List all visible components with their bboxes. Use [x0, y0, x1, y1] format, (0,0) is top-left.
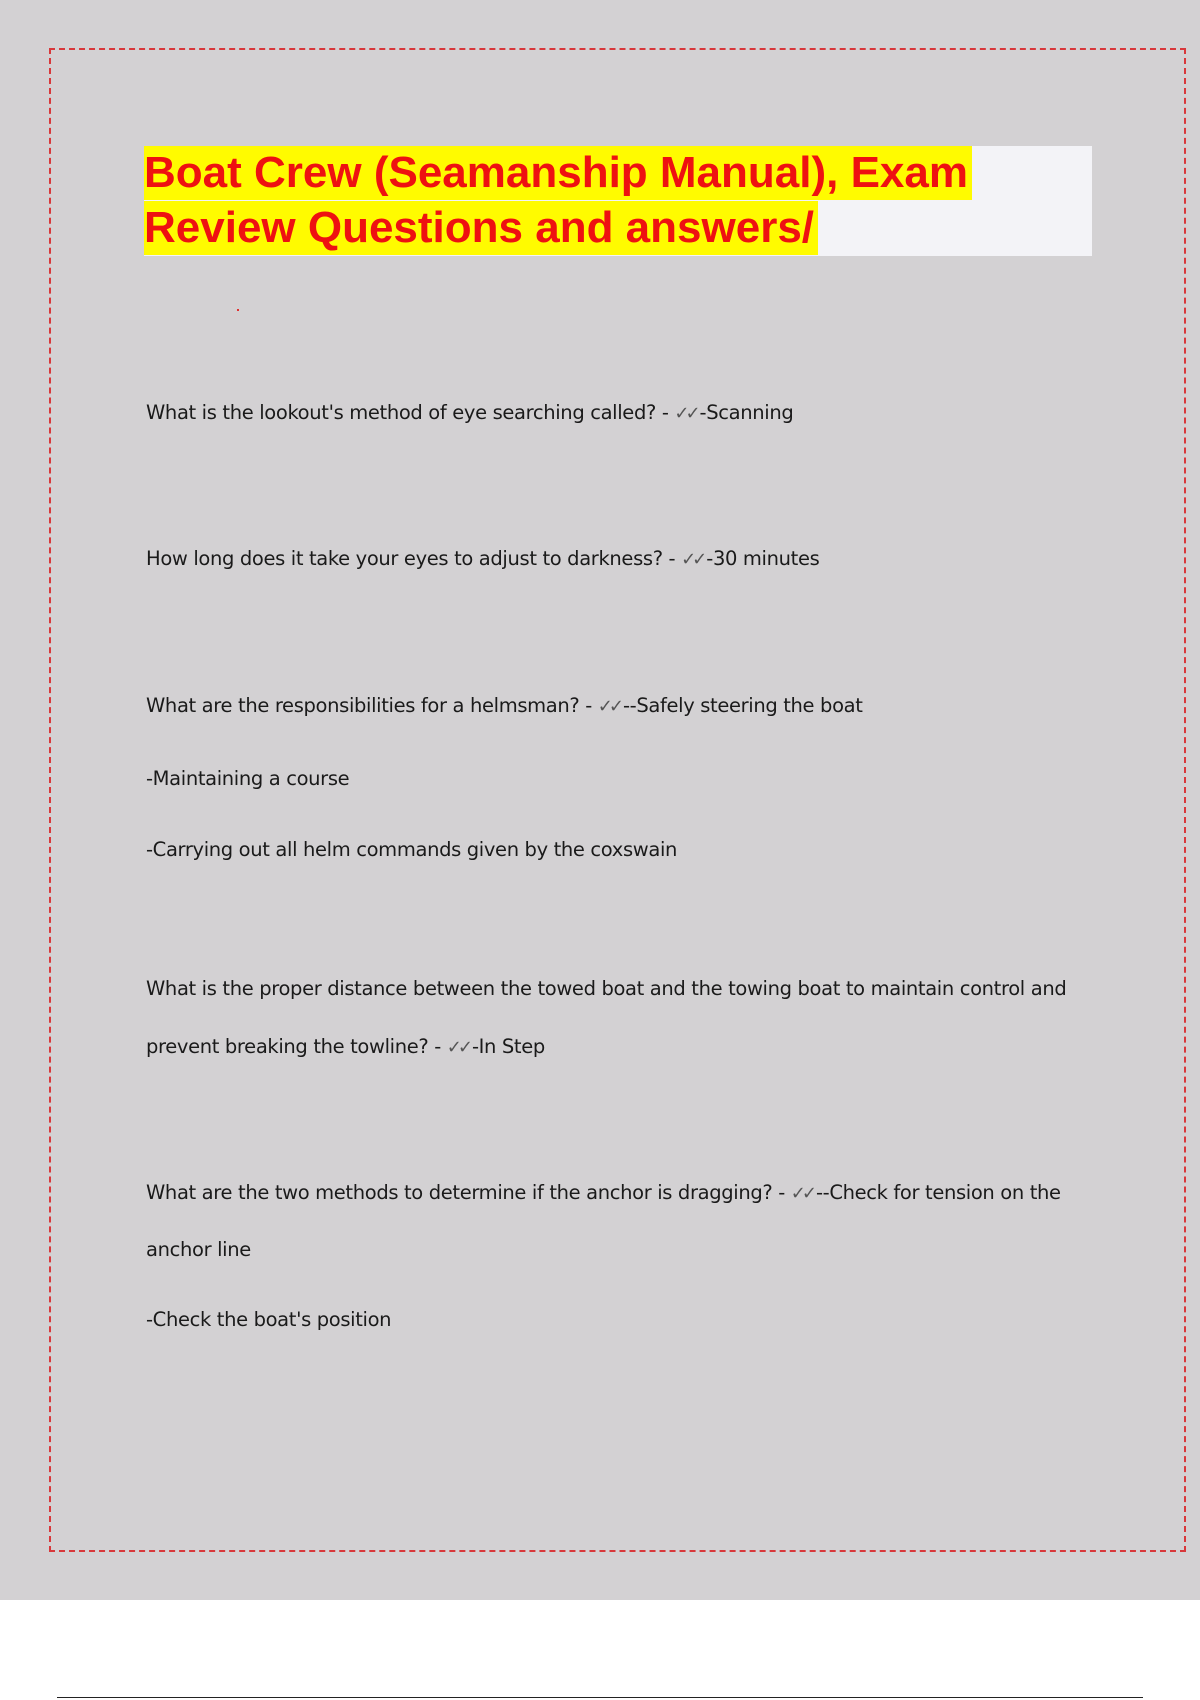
qa-question-lookout	[146, 401, 793, 424]
qa-question-darkness	[146, 547, 819, 570]
answer-continuation: anchor line	[146, 1238, 251, 1261]
question-text: What is the lookout's method of eye searching called? -	[146, 401, 669, 424]
qa-question-anchor	[146, 1181, 1061, 1204]
answer-text: -Scanning	[699, 401, 794, 424]
question-text: prevent breaking the towline? -	[146, 1035, 441, 1058]
title-block	[144, 146, 1092, 256]
answer-text: -30 minutes	[706, 547, 820, 570]
answer-continuation: -Carrying out all helm commands given by the coxswain	[146, 838, 678, 861]
red-dot-mark	[237, 309, 239, 311]
answer-text: -In Step	[471, 1035, 545, 1058]
double-check-icon: ✓✓	[790, 1183, 813, 1204]
answer-continuation: -Maintaining a course	[146, 767, 350, 790]
document-title-line-1: Boat Crew (Seamanship Manual), Exam	[144, 146, 972, 200]
double-check-icon: ✓✓	[597, 696, 620, 717]
qa-question-towing	[146, 1035, 545, 1058]
double-check-icon: ✓✓	[446, 1037, 469, 1058]
question-continuation: What is the proper distance between the towed boat and the towing boat to maintain control and	[146, 977, 1067, 1000]
document-title-line-2: Review Questions and answers/	[144, 201, 818, 255]
question-text: What are the responsibilities for a helmsman? -	[146, 694, 592, 717]
question-text: What are the two methods to determine if the anchor is dragging? -	[146, 1181, 785, 1204]
answer-text: --Check for tension on the	[815, 1181, 1061, 1204]
double-check-icon: ✓✓	[681, 549, 704, 570]
double-check-icon: ✓✓	[674, 403, 697, 424]
bottom-rule	[57, 1697, 1143, 1698]
answer-text: --Safely steering the boat	[622, 694, 863, 717]
qa-question-helmsman	[146, 694, 863, 717]
answer-continuation: -Check the boat's position	[146, 1308, 392, 1331]
question-text: How long does it take your eyes to adjust to darkness? -	[146, 547, 676, 570]
